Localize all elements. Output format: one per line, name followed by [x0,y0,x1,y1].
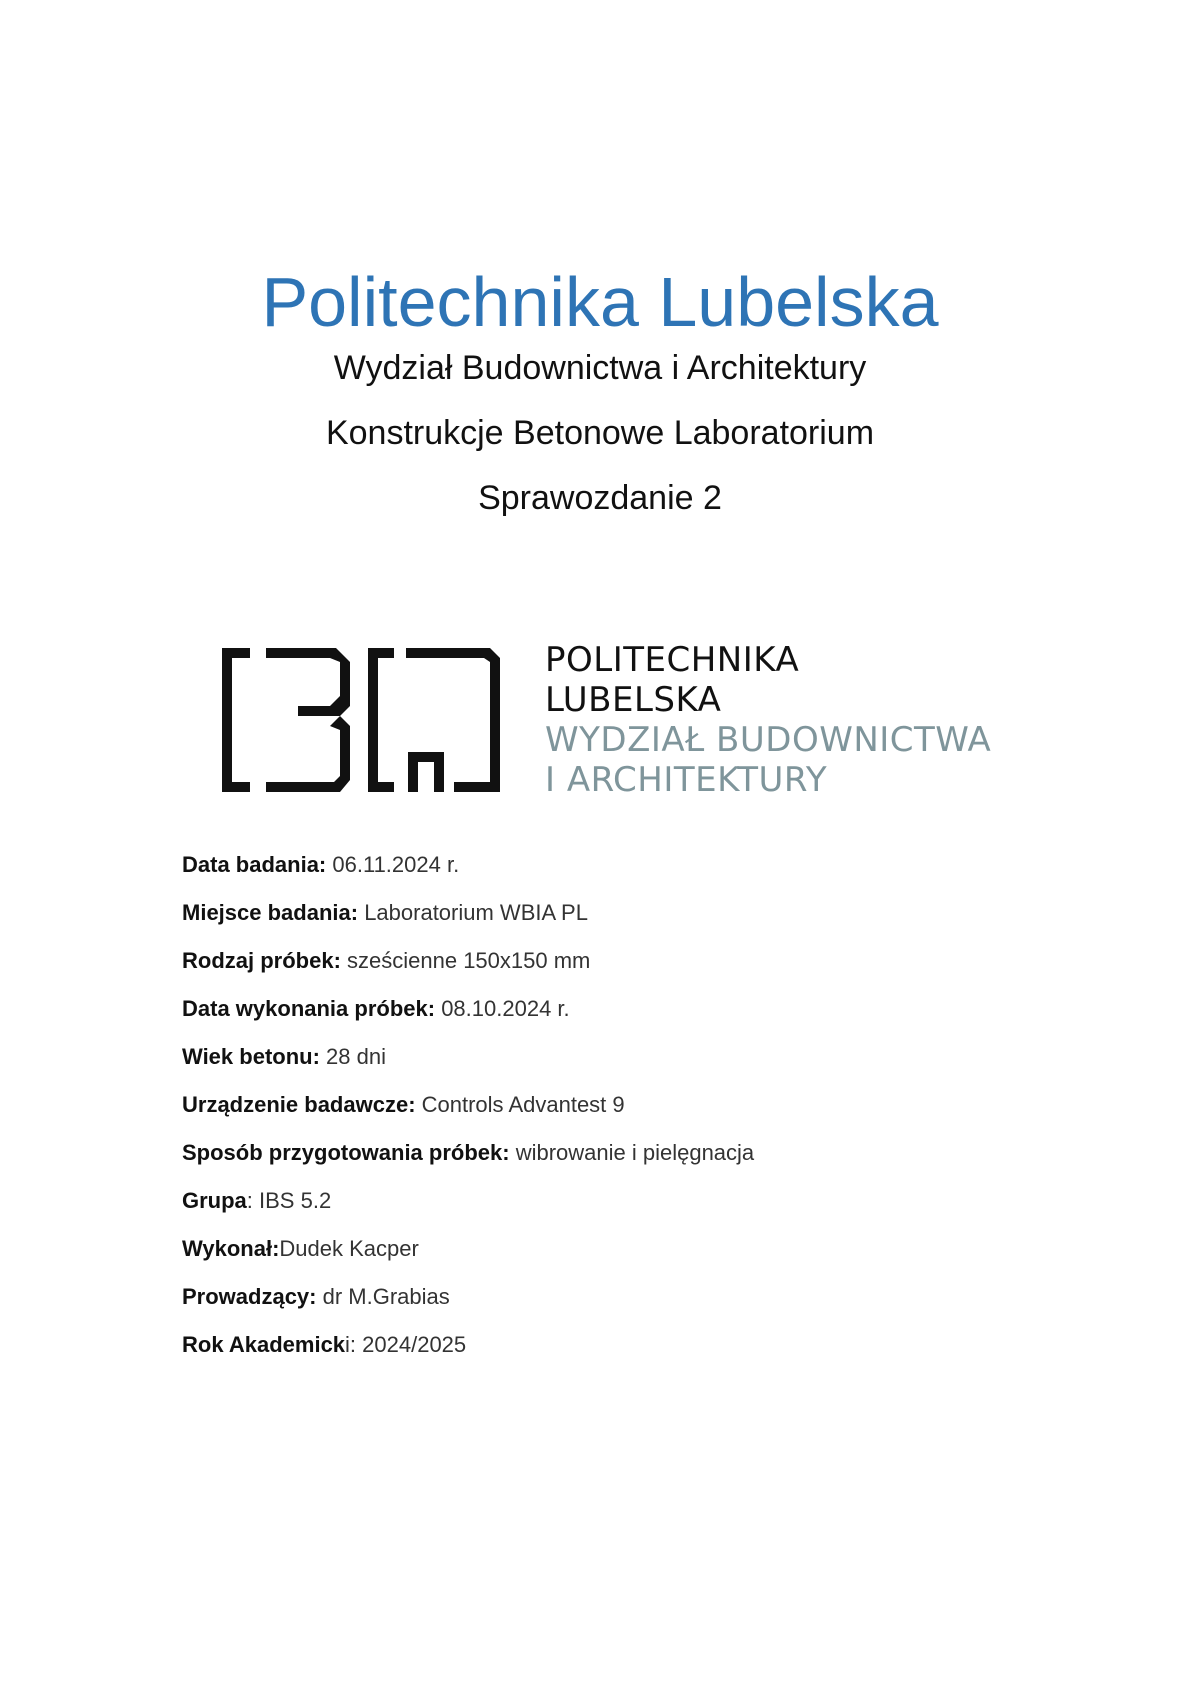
report-details [182,850,1082,1378]
detail-label: Data wykonania próbek: [182,996,436,1021]
detail-label: Urządzenie badawcze: [182,1092,416,1117]
detail-label: Miejsce badania: [182,900,359,925]
detail-value: 08.10.2024 r. [435,996,570,1021]
logo-line-architecture: I ARCHITEKTURY [545,760,828,800]
detail-value: i: 2024/2025 [345,1332,467,1357]
detail-label: Rok Akademick [182,1332,346,1357]
detail-row-device [182,1090,1082,1138]
detail-value: 06.11.2024 r. [326,852,460,877]
detail-row-concrete-age [182,1042,1082,1090]
university-logo [218,640,998,800]
detail-row-test-location [182,898,1082,946]
logo-line-university: POLITECHNIKA [545,640,800,680]
detail-label: Rodzaj próbek: [182,948,341,973]
detail-value: 28 dni [319,1044,386,1069]
faculty-name: Wydział Budownictwa i Architektury [333,349,867,387]
detail-label: Sposób przygotowania próbek: [182,1140,510,1165]
detail-row-group [182,1186,1082,1234]
detail-value: Laboratorium WBIA PL [358,900,588,925]
detail-row-supervisor [182,1282,1082,1330]
page-title: Politechnika Lubelska [261,263,939,341]
logo-wordmark [545,640,1005,800]
detail-row-test-date [182,850,1082,898]
wbia-emblem-icon [218,640,512,800]
detail-label: Wiek betonu: [182,1044,320,1069]
detail-value: wibrowanie i pielęgnacja [509,1140,755,1165]
detail-label: Wykonał: [182,1236,280,1261]
detail-value: : IBS 5.2 [246,1188,332,1213]
detail-label: Prowadzący: [182,1284,317,1309]
detail-row-sample-date [182,994,1082,1042]
detail-value: Dudek Kacper [279,1236,419,1261]
detail-label: Data badania: [182,852,327,877]
detail-row-sample-type [182,946,1082,994]
detail-row-preparation [182,1138,1082,1186]
course-name: Konstrukcje Betonowe Laboratorium [325,414,875,452]
detail-row-author [182,1234,1082,1282]
detail-value: sześcienne 150x150 mm [340,948,591,973]
detail-row-academic-year [182,1330,1082,1378]
detail-label: Grupa [182,1188,247,1213]
report-name: Sprawozdanie 2 [478,479,722,517]
logo-line-city: LUBELSKA [545,680,722,720]
logo-line-faculty: WYDZIAŁ BUDOWNICTWA [545,720,992,760]
detail-value: Controls Advantest 9 [415,1092,625,1117]
detail-value: dr M.Grabias [316,1284,450,1309]
